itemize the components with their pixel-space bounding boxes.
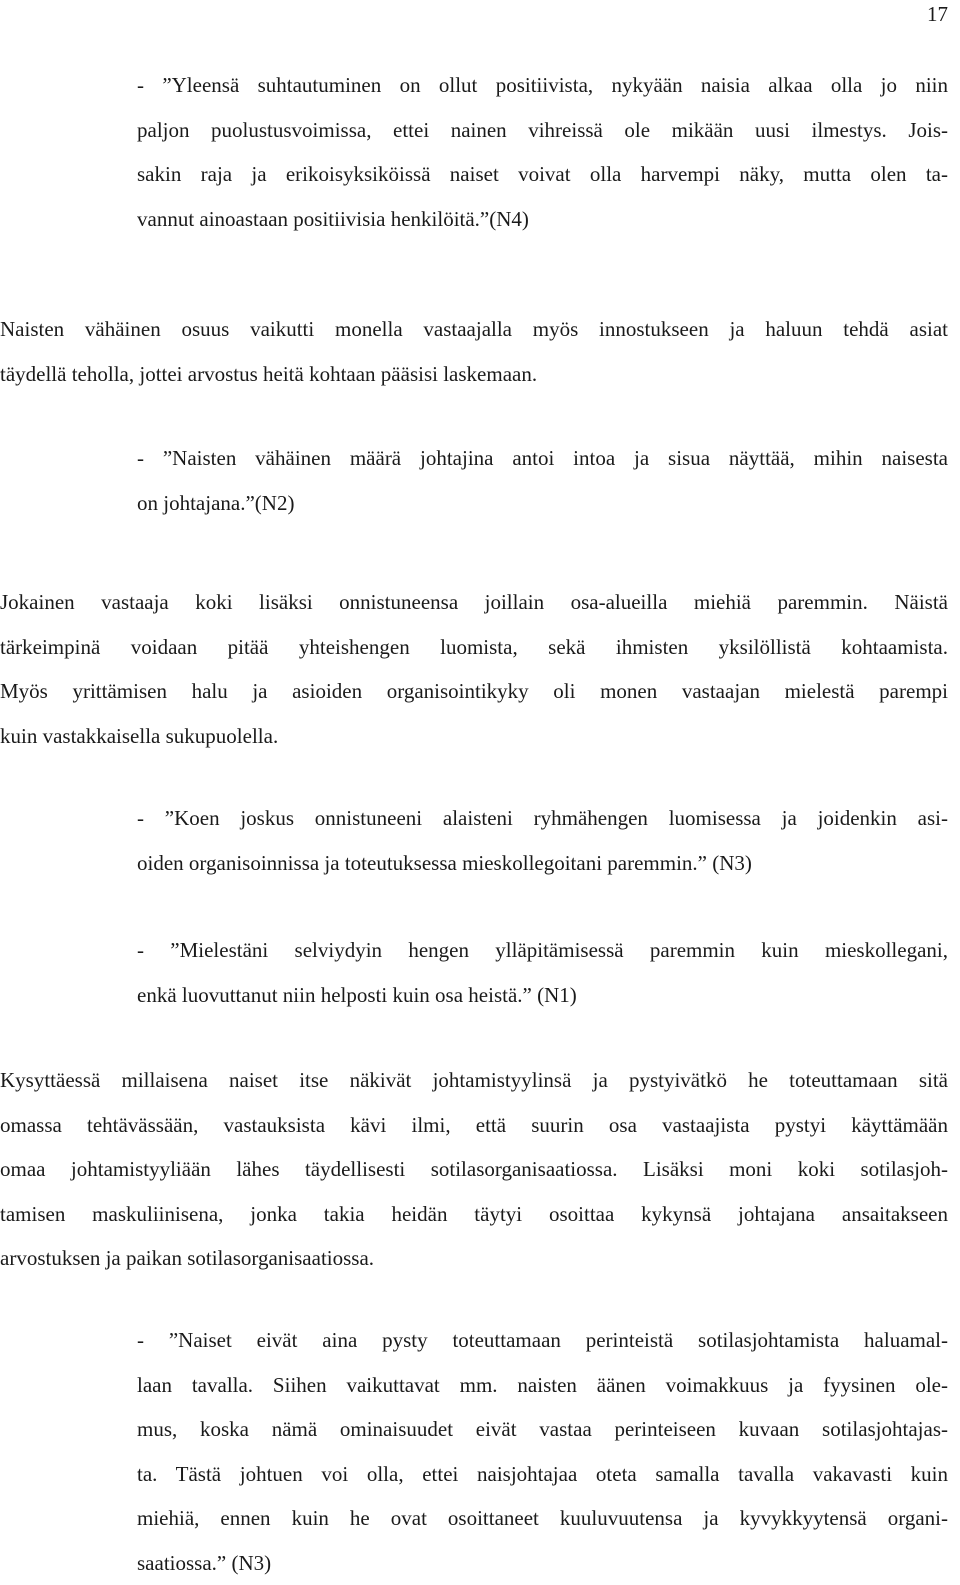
text-line: oiden organisoinnissa ja toteutuksessa mieskollegoitani paremmin.” (N3) <box>137 841 948 886</box>
text-line: Naisten vähäinen osuus vaikutti monella vastaajalla myös innostukseen ja haluun tehdä asiat <box>0 307 948 352</box>
text-line: omaa johtamistyyliään lähes täydellisesti sotilasorganisaatiossa. Lisäksi moni koki sotilasjoh- <box>0 1147 948 1192</box>
text-line: Jokainen vastaaja koki lisäksi onnistuneensa joillain osa-alueilla miehiä paremmin. Näistä <box>0 580 948 625</box>
page-number: 17 <box>927 2 948 27</box>
quote-n3-first <box>137 796 948 885</box>
text-line: Myös yrittämisen halu ja asioiden organisointikyky oli monen vastaajan mielestä parempi <box>0 669 948 714</box>
text-line: - ”Naisten vähäinen määrä johtajina antoi intoa ja sisua näyttää, mihin naisesta <box>137 436 948 481</box>
text-line: mus, koska nämä ominaisuudet eivät vastaa perinteiseen kuvaan sotilasjohtajas- <box>137 1407 948 1452</box>
body-paragraph <box>0 307 948 396</box>
text-line: Kysyttäessä millaisena naiset itse näkivät johtamistyylinsä ja pystyivätkö he toteuttamaan sitä <box>0 1058 948 1103</box>
text-line: - ”Yleensä suhtautuminen on ollut positiivista, nykyään naisia alkaa olla jo niin <box>137 63 948 108</box>
text-line: kuin vastakkaisella sukupuolella. <box>0 714 948 759</box>
body-paragraph <box>0 1058 948 1281</box>
text-line: on johtajana.”(N2) <box>137 481 948 526</box>
text-line: - ”Naiset eivät aina pysty toteuttamaan perinteistä sotilasjohtamista haluamal- <box>137 1318 948 1363</box>
text-line: - ”Mielestäni selviydyin hengen ylläpitämisessä paremmin kuin mieskollegani, <box>137 928 948 973</box>
text-line: arvostuksen ja paikan sotilasorganisaatiossa. <box>0 1236 948 1281</box>
text-line: sakin raja ja erikoisyksiköissä naiset voivat olla harvempi näky, mutta olen ta- <box>137 152 948 197</box>
text-line: täydellä teholla, jottei arvostus heitä kohtaan pääsisi laskemaan. <box>0 352 948 397</box>
text-line: - ”Koen joskus onnistuneeni alaisteni ryhmähengen luomisessa ja joidenkin asi- <box>137 796 948 841</box>
text-line: miehiä, ennen kuin he ovat osoittaneet kuuluvuutensa ja kyvykkyytensä organi- <box>137 1496 948 1541</box>
quote-n2 <box>137 436 948 525</box>
text-line: enkä luovuttanut niin helposti kuin osa heistä.” (N1) <box>137 973 948 1018</box>
quote-n1 <box>137 928 948 1017</box>
text-line: paljon puolustusvoimissa, ettei nainen vihreissä ole mikään uusi ilmestys. Jois- <box>137 108 948 153</box>
body-paragraph <box>0 580 948 758</box>
quote-n4 <box>137 63 948 241</box>
text-line: laan tavalla. Siihen vaikuttavat mm. naisten äänen voimakkuus ja fyysinen ole- <box>137 1363 948 1408</box>
text-line: omassa tehtävässään, vastauksista kävi ilmi, että suurin osa vastaajista pystyi käyttämään <box>0 1103 948 1148</box>
quote-n3-second <box>137 1318 948 1585</box>
text-line: saatiossa.” (N3) <box>137 1541 948 1585</box>
text-line: tärkeimpinä voidaan pitää yhteishengen luomista, sekä ihmisten yksilöllistä kohtaamista. <box>0 625 948 670</box>
text-line: tamisen maskuliinisena, jonka takia heidän täytyi osoittaa kykynsä johtajana ansaitakseen <box>0 1192 948 1237</box>
text-line: ta. Tästä johtuen voi olla, ettei naisjohtajaa oteta samalla tavalla vakavasti kuin <box>137 1452 948 1497</box>
text-line: vannut ainoastaan positiivisia henkilöitä.”(N4) <box>137 197 948 242</box>
